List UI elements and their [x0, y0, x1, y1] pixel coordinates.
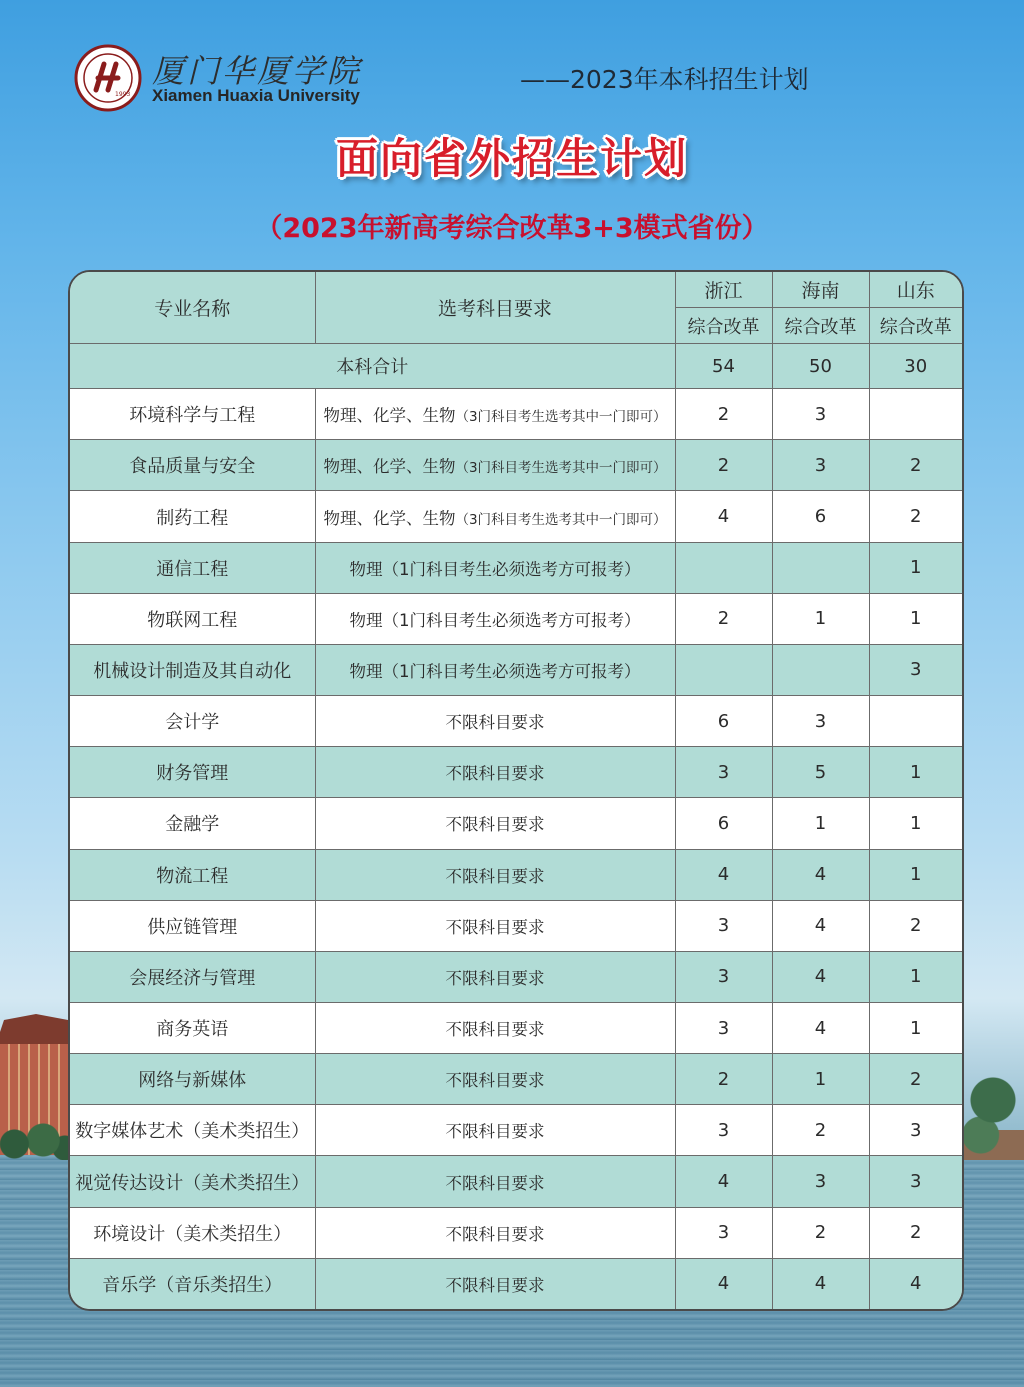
- subject-requirement: [315, 542, 675, 593]
- requirement-subjects: 不限科目要求: [445, 1275, 545, 1295]
- quota-zhejiang: 6: [675, 798, 772, 849]
- logo-year: 1993: [115, 91, 131, 98]
- subject-requirement: [315, 644, 675, 695]
- quota-zhejiang: 2: [675, 1054, 772, 1105]
- table-row: [70, 389, 962, 440]
- table-row: [70, 542, 962, 593]
- major-name: 财务管理: [70, 747, 315, 798]
- quota-zhejiang: 4: [675, 491, 772, 542]
- major-name: 物流工程: [70, 849, 315, 900]
- major-name: 音乐学（音乐类招生）: [70, 1258, 315, 1309]
- subject-requirement: [315, 849, 675, 900]
- table-row: [70, 491, 962, 542]
- quota-shandong: 1: [869, 593, 962, 644]
- header-province-zhejiang: 浙江: [675, 272, 772, 308]
- quota-shandong: 2: [869, 440, 962, 491]
- quota-shandong: 1: [869, 1003, 962, 1054]
- requirement-subjects: 物理、化学、生物: [323, 508, 456, 528]
- quota-zhejiang: [675, 644, 772, 695]
- header-requirement: 选考科目要求: [315, 272, 675, 344]
- requirement-subjects: 不限科目要求: [445, 866, 545, 886]
- total-shandong: 30: [869, 344, 962, 389]
- quota-shandong: 1: [869, 849, 962, 900]
- plan-year-tag: ——2023年本科招生计划: [520, 65, 809, 94]
- quota-shandong: 1: [869, 951, 962, 1002]
- quota-zhejiang: 4: [675, 849, 772, 900]
- quota-hainan: 1: [772, 593, 869, 644]
- quota-shandong: 1: [869, 542, 962, 593]
- quota-zhejiang: 3: [675, 1207, 772, 1258]
- quota-shandong: 3: [869, 1105, 962, 1156]
- subject-requirement: [315, 951, 675, 1002]
- major-name: 制药工程: [70, 491, 315, 542]
- major-name: 数字媒体艺术（美术类招生）: [70, 1105, 315, 1156]
- quota-hainan: 1: [772, 1054, 869, 1105]
- table-row: [70, 593, 962, 644]
- subject-requirement: [315, 900, 675, 951]
- quota-hainan: 4: [772, 1003, 869, 1054]
- table-row: [70, 440, 962, 491]
- requirement-subjects: 物理、化学、生物: [323, 457, 456, 477]
- quota-hainan: 3: [772, 1156, 869, 1207]
- quota-hainan: 4: [772, 1258, 869, 1309]
- requirement-subjects: 不限科目要求: [445, 1020, 545, 1040]
- quota-zhejiang: 3: [675, 1105, 772, 1156]
- table-row: [70, 1003, 962, 1054]
- major-name: 商务英语: [70, 1003, 315, 1054]
- subject-requirement: [315, 593, 675, 644]
- major-name: 网络与新媒体: [70, 1054, 315, 1105]
- major-name: 金融学: [70, 798, 315, 849]
- requirement-subjects: 不限科目要求: [445, 1224, 545, 1244]
- university-name-en: Xiamen Huaxia University: [152, 86, 360, 105]
- subject-requirement: [315, 389, 675, 440]
- table-row: [70, 1207, 962, 1258]
- requirement-subjects: 物理、化学、生物: [323, 406, 456, 426]
- major-name: 食品质量与安全: [70, 440, 315, 491]
- header-reform-shandong: 综合改革: [869, 308, 962, 344]
- quota-shandong: 1: [869, 747, 962, 798]
- requirement-subjects: 不限科目要求: [445, 713, 545, 733]
- enrollment-table-container: [68, 270, 964, 1311]
- quota-shandong: [869, 696, 962, 747]
- requirement-subjects: 不限科目要求: [445, 815, 545, 835]
- subject-requirement: [315, 1258, 675, 1309]
- quota-zhejiang: 3: [675, 900, 772, 951]
- quota-zhejiang: 3: [675, 747, 772, 798]
- quota-hainan: 4: [772, 900, 869, 951]
- table-row: [70, 1258, 962, 1309]
- total-zhejiang: 54: [675, 344, 772, 389]
- major-name: 视觉传达设计（美术类招生）: [70, 1156, 315, 1207]
- quota-hainan: 4: [772, 849, 869, 900]
- requirement-subjects: 不限科目要求: [445, 917, 545, 937]
- quota-hainan: 3: [772, 389, 869, 440]
- header-province-shandong: 山东: [869, 272, 962, 308]
- total-hainan: 50: [772, 344, 869, 389]
- quota-hainan: [772, 542, 869, 593]
- trees-right-image: [962, 1060, 1024, 1160]
- quota-hainan: 4: [772, 951, 869, 1002]
- table-row: [70, 1105, 962, 1156]
- requirement-subjects: 不限科目要求: [445, 1173, 545, 1193]
- quota-shandong: [869, 389, 962, 440]
- major-name: 环境科学与工程: [70, 389, 315, 440]
- university-logo-icon: [74, 44, 142, 112]
- major-name: 会计学: [70, 696, 315, 747]
- subject-requirement: [315, 440, 675, 491]
- subject-requirement: [315, 1054, 675, 1105]
- major-name: 通信工程: [70, 542, 315, 593]
- quota-zhejiang: 6: [675, 696, 772, 747]
- table-row: [70, 951, 962, 1002]
- requirement-subjects: 物理（1门科目考生必须选考方可报考）: [349, 610, 641, 630]
- quota-hainan: 3: [772, 440, 869, 491]
- trees-left-image: [0, 1120, 72, 1160]
- table-row: [70, 1156, 962, 1207]
- major-name: 环境设计（美术类招生）: [70, 1207, 315, 1258]
- table-row: [70, 644, 962, 695]
- quota-shandong: 3: [869, 644, 962, 695]
- subject-requirement: [315, 1003, 675, 1054]
- table-row: [70, 798, 962, 849]
- page-subtitle: （2023年新高考综合改革3+3模式省份）: [255, 213, 769, 244]
- quota-zhejiang: 4: [675, 1156, 772, 1207]
- subject-requirement: [315, 747, 675, 798]
- table-row: [70, 747, 962, 798]
- table-row: [70, 900, 962, 951]
- quota-hainan: 5: [772, 747, 869, 798]
- quota-shandong: 2: [869, 1054, 962, 1105]
- requirement-note: （3门科目考生选考其中一门即可）: [455, 409, 667, 426]
- major-name: 物联网工程: [70, 593, 315, 644]
- header-reform-hainan: 综合改革: [772, 308, 869, 344]
- header-reform-zhejiang: 综合改革: [675, 308, 772, 344]
- quota-zhejiang: 3: [675, 951, 772, 1002]
- header-major: 专业名称: [70, 272, 315, 344]
- requirement-subjects: 不限科目要求: [445, 764, 545, 784]
- quota-hainan: 2: [772, 1105, 869, 1156]
- table-row: [70, 1054, 962, 1105]
- subject-requirement: [315, 1156, 675, 1207]
- subject-requirement: [315, 1105, 675, 1156]
- enrollment-table: [70, 272, 962, 1309]
- quota-hainan: 2: [772, 1207, 869, 1258]
- requirement-subjects: 物理（1门科目考生必须选考方可报考）: [349, 559, 641, 579]
- quota-zhejiang: 3: [675, 1003, 772, 1054]
- quota-shandong: 2: [869, 491, 962, 542]
- major-name: 会展经济与管理: [70, 951, 315, 1002]
- quota-hainan: [772, 644, 869, 695]
- subject-requirement: [315, 491, 675, 542]
- quota-shandong: 2: [869, 1207, 962, 1258]
- quota-hainan: 1: [772, 798, 869, 849]
- table-row: [70, 849, 962, 900]
- quota-shandong: 4: [869, 1258, 962, 1309]
- total-row: [70, 344, 962, 389]
- major-name: 机械设计制造及其自动化: [70, 644, 315, 695]
- requirement-note: （3门科目考生选考其中一门即可）: [455, 511, 667, 528]
- requirement-subjects: 物理（1门科目考生必须选考方可报考）: [349, 661, 641, 681]
- quota-zhejiang: 2: [675, 593, 772, 644]
- header-province-hainan: 海南: [772, 272, 869, 308]
- quota-shandong: 1: [869, 798, 962, 849]
- quota-zhejiang: 2: [675, 440, 772, 491]
- university-name-cn: 厦门华厦学院: [152, 52, 363, 90]
- table-row: [70, 696, 962, 747]
- quota-hainan: 6: [772, 491, 869, 542]
- page-title: 面向省外招生计划: [335, 134, 688, 183]
- subject-requirement: [315, 1207, 675, 1258]
- quota-hainan: 3: [772, 696, 869, 747]
- subject-requirement: [315, 696, 675, 747]
- requirement-note: （3门科目考生选考其中一门即可）: [455, 460, 667, 477]
- quota-shandong: 2: [869, 900, 962, 951]
- quota-shandong: 3: [869, 1156, 962, 1207]
- total-label: 本科合计: [70, 344, 675, 389]
- quota-zhejiang: [675, 542, 772, 593]
- requirement-subjects: 不限科目要求: [445, 1071, 545, 1091]
- requirement-subjects: 不限科目要求: [445, 1122, 545, 1142]
- quota-zhejiang: 2: [675, 389, 772, 440]
- requirement-subjects: 不限科目要求: [445, 968, 545, 988]
- major-name: 供应链管理: [70, 900, 315, 951]
- subject-requirement: [315, 798, 675, 849]
- quota-zhejiang: 4: [675, 1258, 772, 1309]
